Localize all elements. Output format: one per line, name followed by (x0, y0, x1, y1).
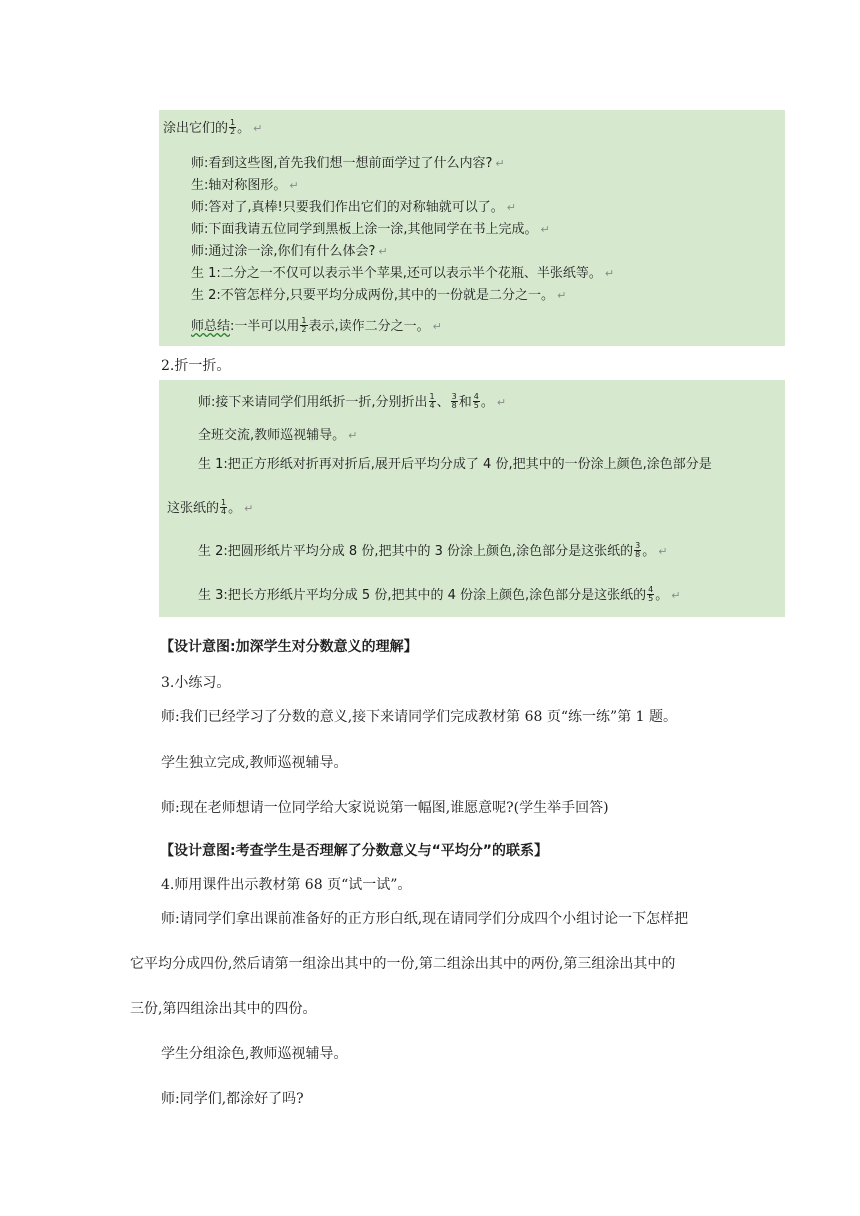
box2-line: 师:接下来请同学们用纸折一折,分别折出 $\frac{1}{4}$ 、 $\frac{3}{8}$ 和 $\frac{4}{5}$ 。 ↵ (198, 392, 507, 410)
speaker-label: 师总结 (191, 319, 231, 334)
fraction: $\frac{1}{4}$ (429, 392, 435, 410)
box1-summary-line: 师总结:一半可以用 $\frac{1}{2}$ 表示,读作二分之一。 ↵ (191, 316, 442, 334)
dialogue-box-1 (159, 110, 785, 346)
box2-line: 这张纸的 $\frac{1}{4}$ 。 ↵ (167, 498, 254, 516)
section-heading: 4.师用课件出示教材第 68 页“试一试”。 (161, 877, 412, 893)
box1-line: 生:轴对称图形。 ↵ (191, 178, 299, 193)
paragraph: 师:请同学们拿出课前准备好的正方形白纸,现在请同学们分成四个小组讨论一下怎样把 (161, 911, 689, 927)
fraction: $\frac{3}{8}$ (635, 541, 641, 559)
box1-line: 师:看到这些图,首先我们想一想前面学过了什么内容? ↵ (191, 156, 505, 171)
return-mark-icon: ↵ (289, 179, 299, 192)
box1-line: 生 1:二分之一不仅可以表示半个苹果,还可以表示半个花瓶、半张纸等。 ↵ (191, 266, 615, 281)
return-mark-icon: ↵ (506, 201, 516, 214)
fraction: $\frac{1}{2}$ (230, 118, 236, 136)
return-mark-icon: ↵ (495, 157, 505, 170)
paragraph: 师:同学们,都涂好了吗? (161, 1091, 304, 1107)
fraction: $\frac{3}{8}$ (451, 392, 457, 410)
return-mark-icon: ↵ (253, 122, 263, 135)
return-mark-icon: ↵ (604, 267, 615, 280)
paragraph: 学生分组涂色,教师巡视辅导。 (161, 1046, 348, 1062)
paragraph: 三份,第四组涂出其中的四份。 (130, 1001, 317, 1017)
fraction: $\frac{4}{5}$ (648, 585, 654, 603)
return-mark-icon: ↵ (671, 589, 681, 602)
box1-line: 师:下面我请五位同学到黑板上涂一涂,其他同学在书上完成。 ↵ (191, 222, 550, 237)
return-mark-icon: ↵ (557, 289, 567, 302)
return-mark-icon: ↵ (244, 502, 254, 515)
box2-line: 生 3:把长方形纸片平均分成 5 份,把其中的 4 份涂上颜色,涂色部分是这张纸的 $\frac{4}{5}$ 。 ↵ (198, 585, 681, 603)
box1-line: 生 2:不管怎样分,只要平均分成两份,其中的一份就是二分之一。 ↵ (191, 288, 567, 303)
design-intent: 【设计意图:考查学生是否理解了分数意义与“平均分”的联系】 (160, 843, 548, 859)
box2-line: 生 1:把正方形纸对折再对折后,展开后平均分成了 4 份,把其中的一份涂上颜色,涂色部分是 (198, 457, 712, 472)
return-mark-icon: ↵ (378, 245, 388, 258)
return-mark-icon: ↵ (432, 320, 442, 333)
paragraph: 师:现在老师想请一位同学给大家说说第一幅图,谁愿意呢?(学生举手回答) (161, 800, 609, 816)
paragraph: 它平均分成四份,然后请第一组涂出其中的一份,第二组涂出其中的两份,第三组涂出其中的 (130, 956, 676, 972)
return-mark-icon: ↵ (540, 223, 550, 236)
box1-line: 师:通过涂一涂,你们有什么体会? ↵ (191, 244, 388, 259)
design-intent: 【设计意图:加深学生对分数意义的理解】 (160, 639, 418, 655)
box1-line: 师:答对了,真棒!只要我们作出它们的对称轴就可以了。 ↵ (191, 200, 516, 215)
dialogue-box-2 (159, 380, 785, 617)
return-mark-icon: ↵ (348, 429, 358, 442)
box2-line: 全班交流,教师巡视辅导。 ↵ (198, 428, 358, 443)
section-heading: 3.小练习。 (161, 675, 231, 691)
section-heading: 2.折一折。 (161, 358, 231, 374)
paragraph: 师:我们已经学习了分数的意义,接下来请同学们完成教材第 68 页“练一练”第 1 题。 (161, 709, 678, 725)
box2-line: 生 2:把圆形纸片平均分成 8 份,把其中的 3 份涂上颜色,涂色部分是这张纸的 $\frac{3}{8}$ 。 ↵ (198, 541, 668, 559)
fraction: $\frac{4}{5}$ (473, 392, 479, 410)
paragraph: 学生独立完成,教师巡视辅导。 (161, 755, 348, 771)
fraction: $\frac{1}{4}$ (221, 498, 227, 516)
box1-intro-line: 涂出它们的 $\frac{1}{2}$ 。 ↵ (163, 118, 263, 136)
return-mark-icon: ↵ (496, 396, 507, 409)
return-mark-icon: ↵ (658, 545, 668, 558)
fraction: $\frac{1}{2}$ (301, 316, 307, 334)
